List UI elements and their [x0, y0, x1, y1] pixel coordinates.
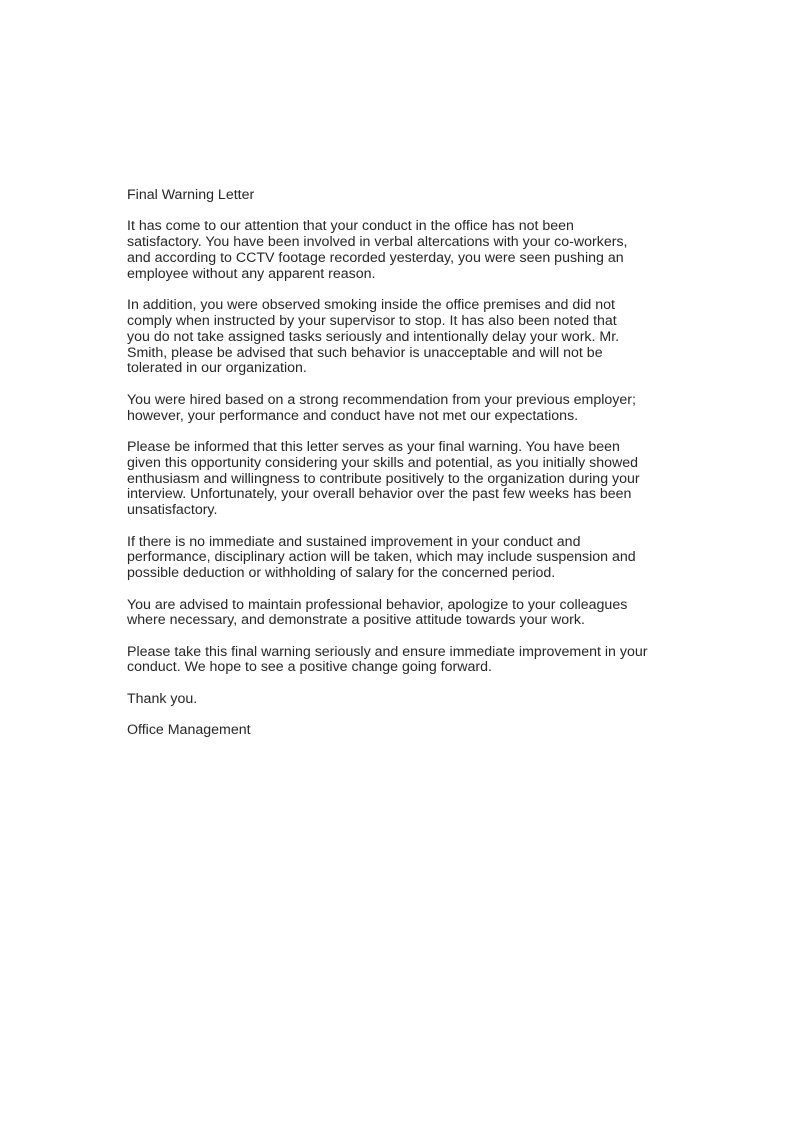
letter-paragraph-5: If there is no immediate and sustained improvement in your conduct and performance, disciplinary action will be taken, which may include suspension and possible deduction or withholding of salary for the concerned period. — [127, 533, 636, 582]
letter-paragraph-4: Please be informed that this letter serves as your final warning. You have been given this opportunity considering your skills and potential, as you initially showed enthusiasm and willingness to contribute positively to the organization during your interview. Unfortunately, your overall behavior over the past few weeks has been unsatisfactory. — [127, 438, 640, 519]
letter-title: Final Warning Letter — [127, 187, 255, 203]
letter-paragraph-2: In addition, you were observed smoking inside the office premises and did not comply when instructed by your supervisor to stop. It has also been noted that you do not take assigned tasks seriously and intentionally delay your work. Mr. Smith, please be advised that such behavior is unacceptable and will not be tolerated in our organization. — [127, 297, 620, 377]
letter-paragraph-6: You are advised to maintain professional behavior, apologize to your colleagues where necessary, and demonstrate a positive attitude towards your work. — [127, 596, 628, 629]
letter-body — [127, 188, 687, 739]
letter-paragraph-1: It has come to our attention that your conduct in the office has not been satisfactory. You have been involved in verbal altercations with your co-workers, and according to CCTV footage recorded yesterday, you were seen pushing an employee without any apparent reason. — [127, 218, 628, 282]
letter-paragraph-7: Please take this final warning seriously and ensure immediate improvement in your conduct. We hope to see a positive change going forward. — [127, 643, 648, 676]
letter-signature: Office Management — [127, 722, 251, 739]
letter-closing: Thank you. — [127, 690, 198, 707]
letter-paragraph-3: You were hired based on a strong recommendation from your previous employer; however, your performance and conduct have not met our expectations. — [127, 391, 636, 424]
